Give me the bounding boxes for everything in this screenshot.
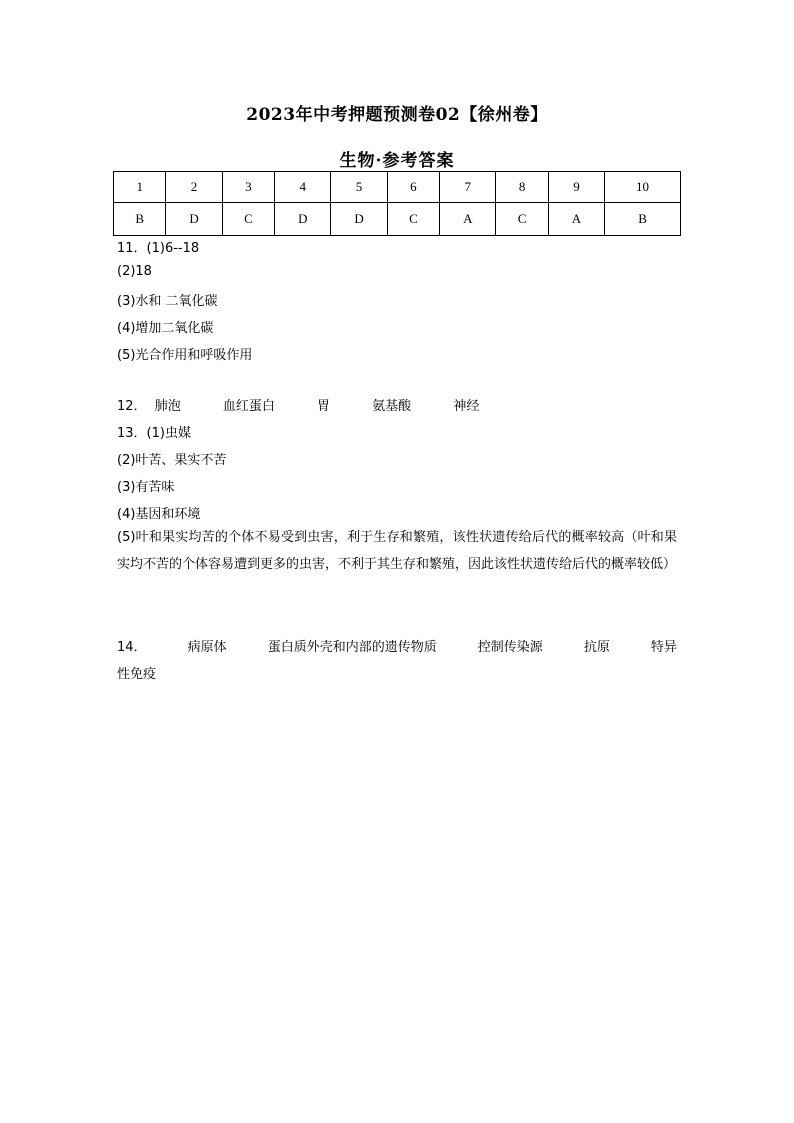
question-number-cell: 5 (331, 172, 387, 203)
q14-blank-3: 控制传染源 (477, 640, 543, 655)
q13-line-1: 13．(1)虫媒 (117, 426, 191, 441)
question-number-cell: 2 (166, 172, 222, 203)
question-number-cell: 10 (605, 172, 681, 203)
q13-line-2: (2)叶苦、果实不苦 (117, 453, 227, 468)
q11-line-4: (4)增加二氧化碳 (117, 321, 214, 336)
q14-continuation: 性免疫 (117, 667, 157, 682)
page-subtitle: 生物·参考答案 (339, 151, 455, 171)
answer-table (113, 171, 681, 236)
q12-blank-5: 神经 (453, 399, 480, 414)
answer-cell: D (275, 203, 331, 236)
answer-cell: B (605, 203, 681, 236)
q12-blank-4: 氨基酸 (372, 399, 412, 414)
q14-answer-line (117, 636, 677, 655)
answer-cell: C (222, 203, 274, 236)
q11-line-2: (2)18 (117, 264, 152, 279)
q13-line-3: (3)有苦味 (117, 480, 175, 495)
q12-blank-1: 肺泡 (154, 399, 181, 414)
q14-blank-5: 特异 (650, 640, 677, 655)
answer-table-number-row (114, 172, 681, 203)
q12-blank-2: 血红蛋白 (222, 399, 275, 414)
answer-cell: D (166, 203, 222, 236)
question-number-cell: 1 (114, 172, 166, 203)
question-number-cell: 7 (440, 172, 496, 203)
answer-cell: B (114, 203, 166, 236)
question-number-cell: 9 (548, 172, 604, 203)
q14-blank-4: 抗原 (583, 640, 610, 655)
page-title: 2023年中考押题预测卷02【徐州卷】 (246, 105, 548, 125)
q14-number: 14． (117, 640, 147, 655)
answer-cell: D (331, 203, 387, 236)
q12-answer-line (117, 395, 479, 414)
answer-cell: A (440, 203, 496, 236)
q11-line-5: (5)光合作用和呼吸作用 (117, 348, 253, 363)
question-number-cell: 3 (222, 172, 274, 203)
q13-line-4: (4)基因和环境 (117, 507, 201, 522)
answer-cell: A (548, 203, 604, 236)
q11-line-3: (3)水和 二氧化碳 (117, 294, 218, 309)
question-number-cell: 4 (275, 172, 331, 203)
question-number-cell: 8 (496, 172, 548, 203)
answer-cell: C (387, 203, 439, 236)
q12-blank-3: 胃 (317, 399, 331, 414)
question-number-cell: 6 (387, 172, 439, 203)
q11-line-1: 11．(1)6--18 (117, 241, 200, 256)
q14-blank-1: 病原体 (187, 640, 227, 655)
answer-cell: C (496, 203, 548, 236)
q13-paragraph-5: (5)叶和果实均苦的个体不易受到虫害，利于生存和繁殖，该性状遗传给后代的概率较高（叶和果实均不苦的个体容易遭到更多的虫害，不利于其生存和繁殖，因此该性状遗传给后代的概率较低） (117, 530, 677, 572)
q12-number: 12． (117, 399, 147, 414)
q14-blank-2: 蛋白质外壳和内部的遗传物质 (267, 640, 437, 655)
answer-table-answer-row (114, 203, 681, 236)
